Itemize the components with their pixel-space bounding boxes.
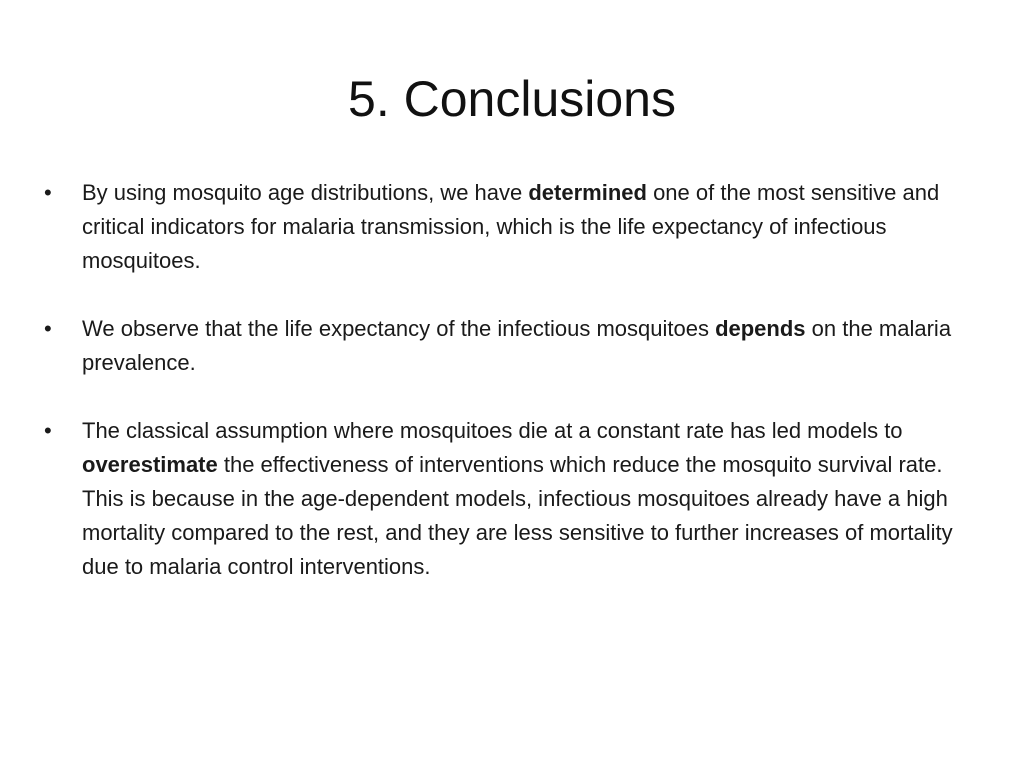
bullet-list xyxy=(44,176,974,618)
bullet-emphasis: depends xyxy=(715,316,806,341)
bullet-text-segment: the effectiveness of interventions which reduce the mosquito survival rate. This is because in the age-dependent models, infectious mosquitoes already have a high mortality compared to the rest, and they are less sensitive to further increases of mortality due to malaria control interventions. xyxy=(82,452,953,579)
bullet-dot: • xyxy=(44,180,52,205)
slide-title: 5. Conclusions xyxy=(348,71,676,127)
bullet-text-segment: By using mosquito age distributions, we have xyxy=(82,180,529,205)
bullet-text-segment: one of the most sensitive and critical indicators for malaria transmission, which is the life expectancy of infectious mosquitoes. xyxy=(82,180,940,273)
bullet-text-segment: on the malaria prevalence. xyxy=(82,316,952,375)
bullet-dot: • xyxy=(44,316,52,341)
bullet-dot: • xyxy=(44,418,52,443)
bullet-item-overestimate xyxy=(44,414,974,584)
bullet-text xyxy=(82,180,939,273)
bullet-item-determined xyxy=(44,176,974,278)
bullet-emphasis: overestimate xyxy=(82,452,218,477)
bullet-text xyxy=(82,316,951,375)
bullet-emphasis: determined xyxy=(528,180,647,205)
bullet-text xyxy=(82,418,953,579)
bullet-item-depends xyxy=(44,312,974,380)
bullet-text-segment: The classical assumption where mosquitoes die at a constant rate has led models to xyxy=(82,418,903,443)
bullet-text-segment: We observe that the life expectancy of the infectious mosquitoes xyxy=(82,316,716,341)
